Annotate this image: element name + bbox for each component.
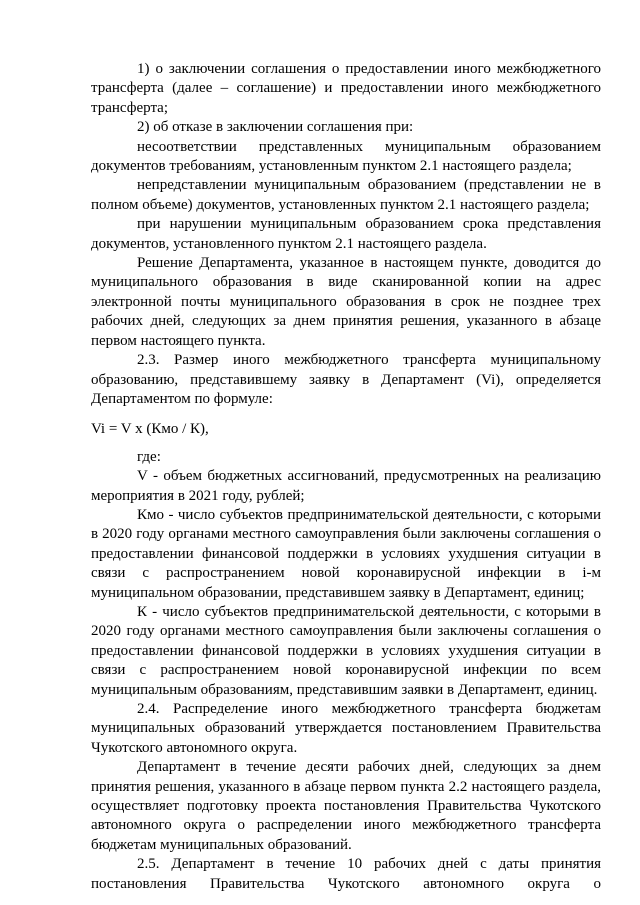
document-text bbox=[91, 60, 601, 894]
paragraph-department-deadline: Департамент в течение десяти рабочих дней, следующих за днем принятия решения, указанного в абзаце первом пункта 2.2 настоящего раздела, осуществляет подготовку проекта постановления Правительства Чукотского автономного округа о распределении иного межбюджетного трансферта бюджетам муниципальных образований. bbox=[91, 759, 601, 853]
paragraph-2-4: 2.4. Распределение иного межбюджетного трансферта бюджетам муниципальных образований утверждается постановлением Правительства Чукотского автономного округа. bbox=[91, 701, 601, 756]
paragraph-where: где: bbox=[137, 448, 161, 465]
paragraph-refusal-reason-2: непредставлении муниципальным образованием (представлении не в полном объеме) документов, установленных пунктом 2.1 настоящего раздела; bbox=[91, 177, 601, 213]
paragraph-refusal-reason-1: несоответствии представленных муниципальным образованием документов требованиям, установленным пунктом 2.1 настоящего раздела; bbox=[91, 138, 601, 175]
paragraph-2-5: 2.5. Департамент в течение 10 рабочих дней с даты принятия постановления Правительства Чукотского автономного округа о bbox=[91, 856, 601, 892]
paragraph-decision-1: 1) о заключении соглашения о предоставлении иного межбюджетного трансферта (далее – соглашение) и предоставлении иного межбюджетного трансферта; bbox=[91, 61, 601, 116]
paragraph-decision-2: 2) об отказе в заключении соглашения при: bbox=[137, 119, 414, 136]
paragraph-definition-k: К - число субъектов предпринимательской деятельности, с которыми в 2020 году органами местного самоуправления были заключены соглашения о предоставлении финансовой поддержки в условиях ухудшения ситуации в связи с распространением новой коронавирусной инфекции по всем муниципальным образованиям, представившим заявки в Департамент, единиц. bbox=[91, 603, 601, 698]
paragraph-decision-notice: Решение Департамента, указанное в настоящем пункте, доводится до муниципального образования в виде сканированной копии на адрес электронной почты муниципального образования в срок не позднее трех рабочих дней, следующих за днем принятия решения, указанного в абзаце первом настоящего пункта. bbox=[91, 255, 601, 349]
paragraph-definition-v: V - объем бюджетных ассигнований, предусмотренных на реализацию мероприятия в 2021 году, рублей; bbox=[91, 468, 601, 504]
paragraph-refusal-reason-3: при нарушении муниципальным образованием срока представления документов, установленного пунктом 2.1 настоящего раздела. bbox=[91, 216, 601, 252]
formula: Vi = V x (Кмо / К), bbox=[91, 421, 209, 438]
paragraph-definition-kmo: Кмо - число субъектов предпринимательской деятельности, с которыми в 2020 году органами местного самоуправления были заключены соглашения о предоставлении финансовой поддержки в условиях ухудшения ситуации в связи с распространением новой коронавирусной инфекции в i-м муниципальном образовании, представившем заявку в Департамент, единиц; bbox=[91, 506, 601, 601]
paragraph-2-3: 2.3. Размер иного межбюджетного трансферта муниципальному образованию, представившему заявку в Департамент (Vi), определяется Департаментом по формуле: bbox=[91, 352, 601, 407]
